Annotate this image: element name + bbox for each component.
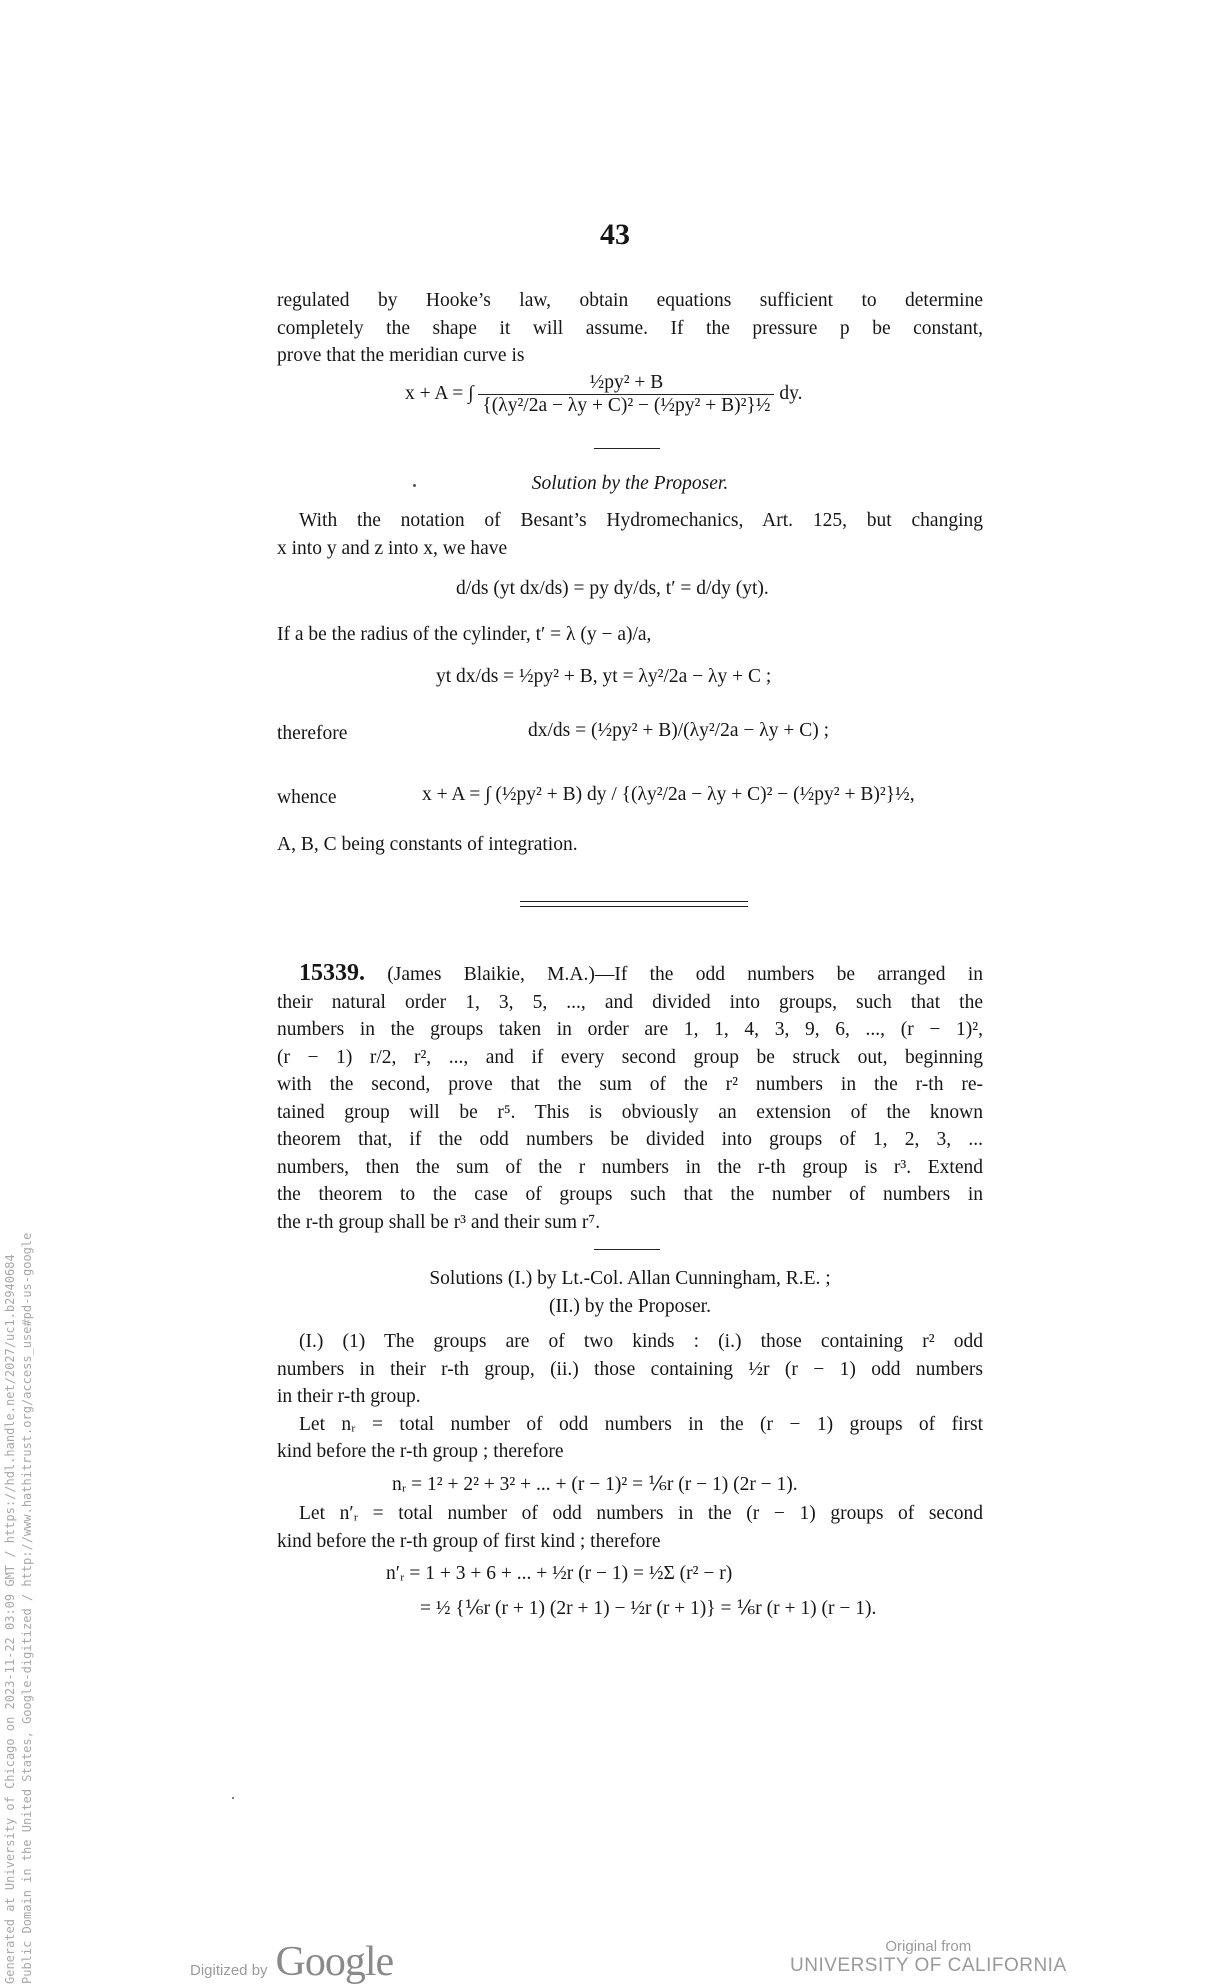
equation-7: n′ᵣ = 1 + 3 + 6 + ... + ½r (r − 1) = ½Σ (r² − r) <box>386 1563 733 1584</box>
text-line: (r − 1) r/2, r², ..., and if every second group be struck out, beginning <box>277 1046 983 1068</box>
equation-4: dx/ds = (½py² + B)/(λy²/2a − λy + C) ; <box>528 720 829 741</box>
equation-8: = ½ {⅙r (r + 1) (2r + 1) − ½r (r + 1)} = ⅙r (r + 1) (r − 1). <box>420 1598 877 1619</box>
heading-line: (II.) by the Proposer. <box>549 1295 711 1317</box>
text-line: their natural order 1, 3, 5, ..., and divided into groups, such that the <box>277 991 983 1013</box>
text-line: the r-th group shall be r³ and their sum r⁷. <box>277 1211 601 1233</box>
solution-heading-1: Solution by the Proposer. <box>531 473 729 494</box>
text-line: numbers in the groups taken in order are 1, 1, 4, 3, 9, 6, ..., (r − 1)², <box>277 1019 983 1040</box>
text-line: kind before the r-th group of first kind ; therefore <box>277 1530 661 1552</box>
divider-short <box>594 448 660 449</box>
text-line: with the second, prove that the sum of the r² numbers in the r-th re- <box>277 1074 983 1095</box>
text-line: Let nᵣ = total number of odd numbers in the (r − 1) groups of first <box>299 1413 983 1435</box>
heading-line: Solutions (I.) by Lt.-Col. Allan Cunningham, R.E. ; <box>429 1268 831 1289</box>
solution-1-intro <box>277 507 983 562</box>
problem-number: 15339. <box>299 960 365 986</box>
hathitrust-stamp <box>2 1233 36 1984</box>
therefore-label: therefore <box>277 723 348 744</box>
equation-3: yt dx/ds = ½py² + B, yt = λy²/2a − λy + C ; <box>436 666 772 687</box>
text-line: prove that the meridian curve is <box>277 345 525 366</box>
google-logo: Google <box>275 1939 394 1985</box>
problem-text: (James Blaikie, M.A.)—If the odd numbers be arranged in <box>387 964 984 985</box>
numerator: ½py² + B <box>478 372 774 395</box>
text-line: the theorem to the case of groups such that the number of numbers in <box>277 1184 983 1205</box>
problem-first-line <box>277 960 983 989</box>
text-line: A, B, C being constants of integration. <box>277 834 578 855</box>
denominator: {(λy²/2a − λy + C)² − (½py² + B)²}½ <box>482 395 771 416</box>
equation-lhs: x + A = ∫ <box>405 382 474 404</box>
text-line: x into y and z into x, we have <box>277 537 508 559</box>
problem-15339 <box>277 960 983 1236</box>
solution-heading-2 <box>277 1265 983 1320</box>
digitized-by-text: Digitized by <box>190 1962 268 1979</box>
problem-continuation <box>277 287 983 370</box>
text-line: numbers in their r-th group, (ii.) those containing ½r (r − 1) odd numbers <box>277 1358 983 1380</box>
equation-meridian-curve <box>405 372 802 417</box>
equation-fraction <box>478 372 774 417</box>
whence-label: whence <box>277 787 337 808</box>
google-digitized-mark <box>190 1938 393 1986</box>
text-line: regulated by Hooke’s law, obtain equations sufficient to determine <box>277 290 983 311</box>
text-line: in their r-th group. <box>277 1386 421 1407</box>
equation-5: x + A = ∫ (½py² + B) dy / {(λy²/2a − λy + C)² − (½py² + B)²}½, <box>422 784 915 805</box>
speck <box>232 1797 234 1799</box>
solution-2 <box>277 1328 983 1466</box>
text-line: theorem that, if the odd numbers be divided into groups of 1, 2, 3, ... <box>277 1129 983 1150</box>
text-line: tained group will be r⁵. This is obviously an extension of the known <box>277 1101 983 1123</box>
text-line: completely the shape it will assume. If the pressure p be constant, <box>277 317 983 339</box>
equation-6: nᵣ = 1² + 2² + 3² + ... + (r − 1)² = ⅙r (r − 1) (2r − 1). <box>392 1474 798 1495</box>
text-line: Let n′ᵣ = total number of odd numbers in the (r − 1) groups of second <box>299 1503 983 1524</box>
original-from-mark <box>790 1938 1067 1977</box>
equation-tail: dy. <box>779 382 803 404</box>
equation-2: d/ds (yt dx/ds) = py dy/ds, t′ = d/dy (yt). <box>456 578 769 599</box>
university-name: UNIVERSITY OF CALIFORNIA <box>790 1955 1067 1976</box>
text-line: With the notation of Besant’s Hydromechanics, Art. 125, but changing <box>299 510 983 531</box>
original-from-text: Original from <box>885 1938 972 1955</box>
page-number: 43 <box>600 218 630 251</box>
stamp-line: Public Domain in the United States, Google-digitized / http://www.hathitrust.org/access_use#pd-us-google <box>20 1232 34 1984</box>
section-divider-bottom <box>520 906 748 907</box>
text-line: If a be the radius of the cylinder, t′ = λ (y − a)/a, <box>277 624 652 645</box>
stamp-line: Generated at University of Chicago on 2023-11-22 03:09 GMT / https://hdl.handle.net/2027/uc1.b2940684 <box>3 1254 17 1984</box>
text-line: kind before the r-th group ; therefore <box>277 1441 564 1462</box>
text-line: (I.) (1) The groups are of two kinds : (i.) those containing r² odd <box>299 1331 983 1352</box>
divider-short <box>594 1249 660 1250</box>
section-divider-top <box>520 901 748 902</box>
text-line: numbers, then the sum of the r numbers in the r-th group is r³. Extend <box>277 1156 983 1178</box>
